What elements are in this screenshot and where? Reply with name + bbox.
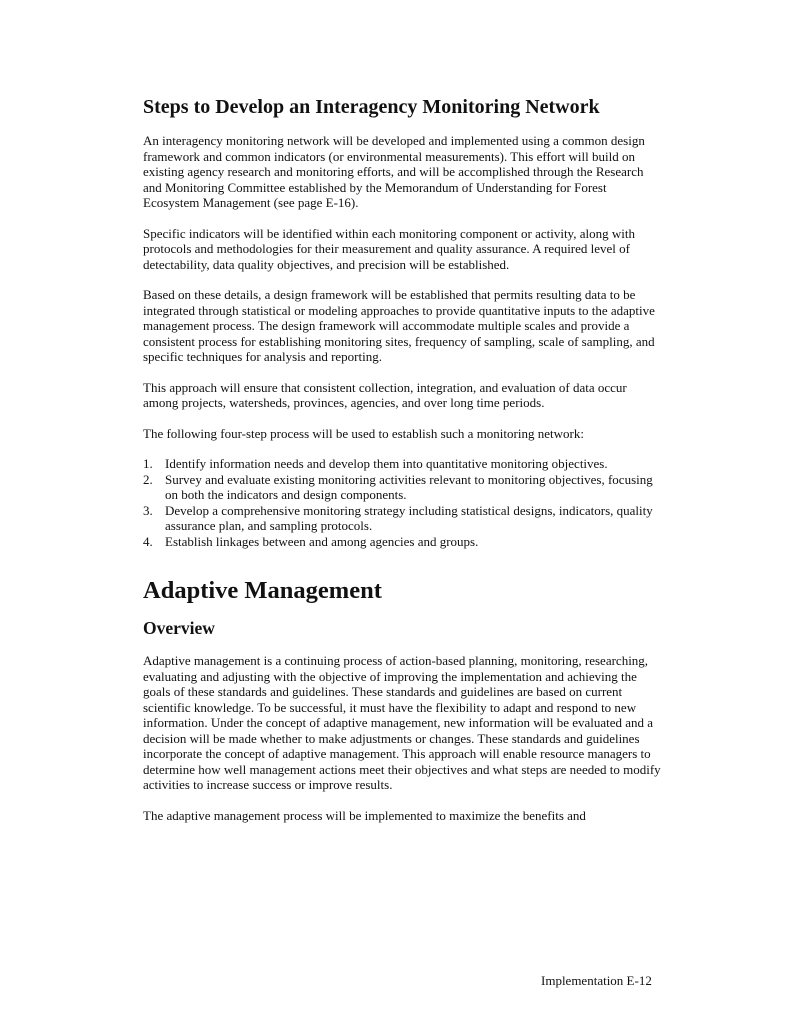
- paragraph: The adaptive management process will be implemented to maximize the benefits and: [143, 807, 586, 823]
- paragraph: Based on these details, a design framework will be established that permits resulting data to be integrated through statistical or modeling approaches to provide quantitative inputs to the adaptive management process. The design framework will accommodate multiple scales and provide a consistent process for establishing monitoring sites, frequency of sampling, scale of sampling, and specific techniques for analysis and reporting.: [143, 287, 655, 364]
- section-title-adaptive-management: Adaptive Management: [143, 577, 382, 604]
- section-title-monitoring-network: Steps to Develop an Interagency Monitoring Network: [143, 96, 600, 118]
- paragraph: The following four-step process will be used to establish such a monitoring network:: [143, 425, 584, 441]
- list-item-text: Develop a comprehensive monitoring strategy including statistical designs, indicators, quality assurance plan, and sampling protocols.: [165, 502, 653, 533]
- list-item: [143, 472, 663, 503]
- list-item-text: Survey and evaluate existing monitoring activities relevant to monitoring objectives, focusing on both the indicators and design components.: [165, 471, 653, 502]
- list-item: [143, 503, 663, 534]
- page-footer: Implementation E-12: [541, 973, 652, 988]
- document-page: [143, 95, 663, 838]
- list-item: [143, 456, 663, 472]
- paragraph: Specific indicators will be identified within each monitoring component or activity, along with protocols and methodologies for their measurement and quality assurance. A required level of detectability, data quality objectives, and precision will be established.: [143, 225, 635, 272]
- list-item-text: Establish linkages between and among agencies and groups.: [165, 533, 479, 549]
- list-item: [143, 534, 663, 550]
- subsection-title-overview: Overview: [143, 618, 215, 638]
- list-item-text: Identify information needs and develop them into quantitative monitoring objectives.: [165, 456, 608, 471]
- list-item-number: 3.: [143, 502, 153, 518]
- list-item-number: 1.: [143, 456, 153, 471]
- paragraph: This approach will ensure that consistent collection, integration, and evaluation of data occur among projects, watersheds, provinces, agencies, and over long time periods.: [143, 379, 627, 410]
- paragraph: Adaptive management is a continuing process of action-based planning, monitoring, researching, evaluating and adjusting with the objective of improving the implementation and achieving the goals of these standards and guidelines. These standards and guidelines are based on current scientific knowledge. To be successful, it must have the flexibility to adapt and respond to new information. Under the concept of adaptive management, new information will be evaluated and a decision will be made whether to make adjustments or changes. These standards and guidelines incorporate the concept of adaptive management. This approach will enable resource managers to determine how well management actions meet their objectives and what steps are needed to modify activities to increase success or improve results.: [143, 653, 661, 792]
- steps-list: [143, 456, 663, 549]
- list-item-number: 2.: [143, 471, 153, 487]
- paragraph: An interagency monitoring network will be developed and implemented using a common design framework and common indicators (or environmental measurements). This effort will build on existing agency research and monitoring efforts, and will be accomplished through the Research and Monitoring Committee established by the Memorandum of Understanding for Forest Ecosystem Management (see page E-16).: [143, 133, 645, 210]
- list-item-number: 4.: [143, 533, 153, 549]
